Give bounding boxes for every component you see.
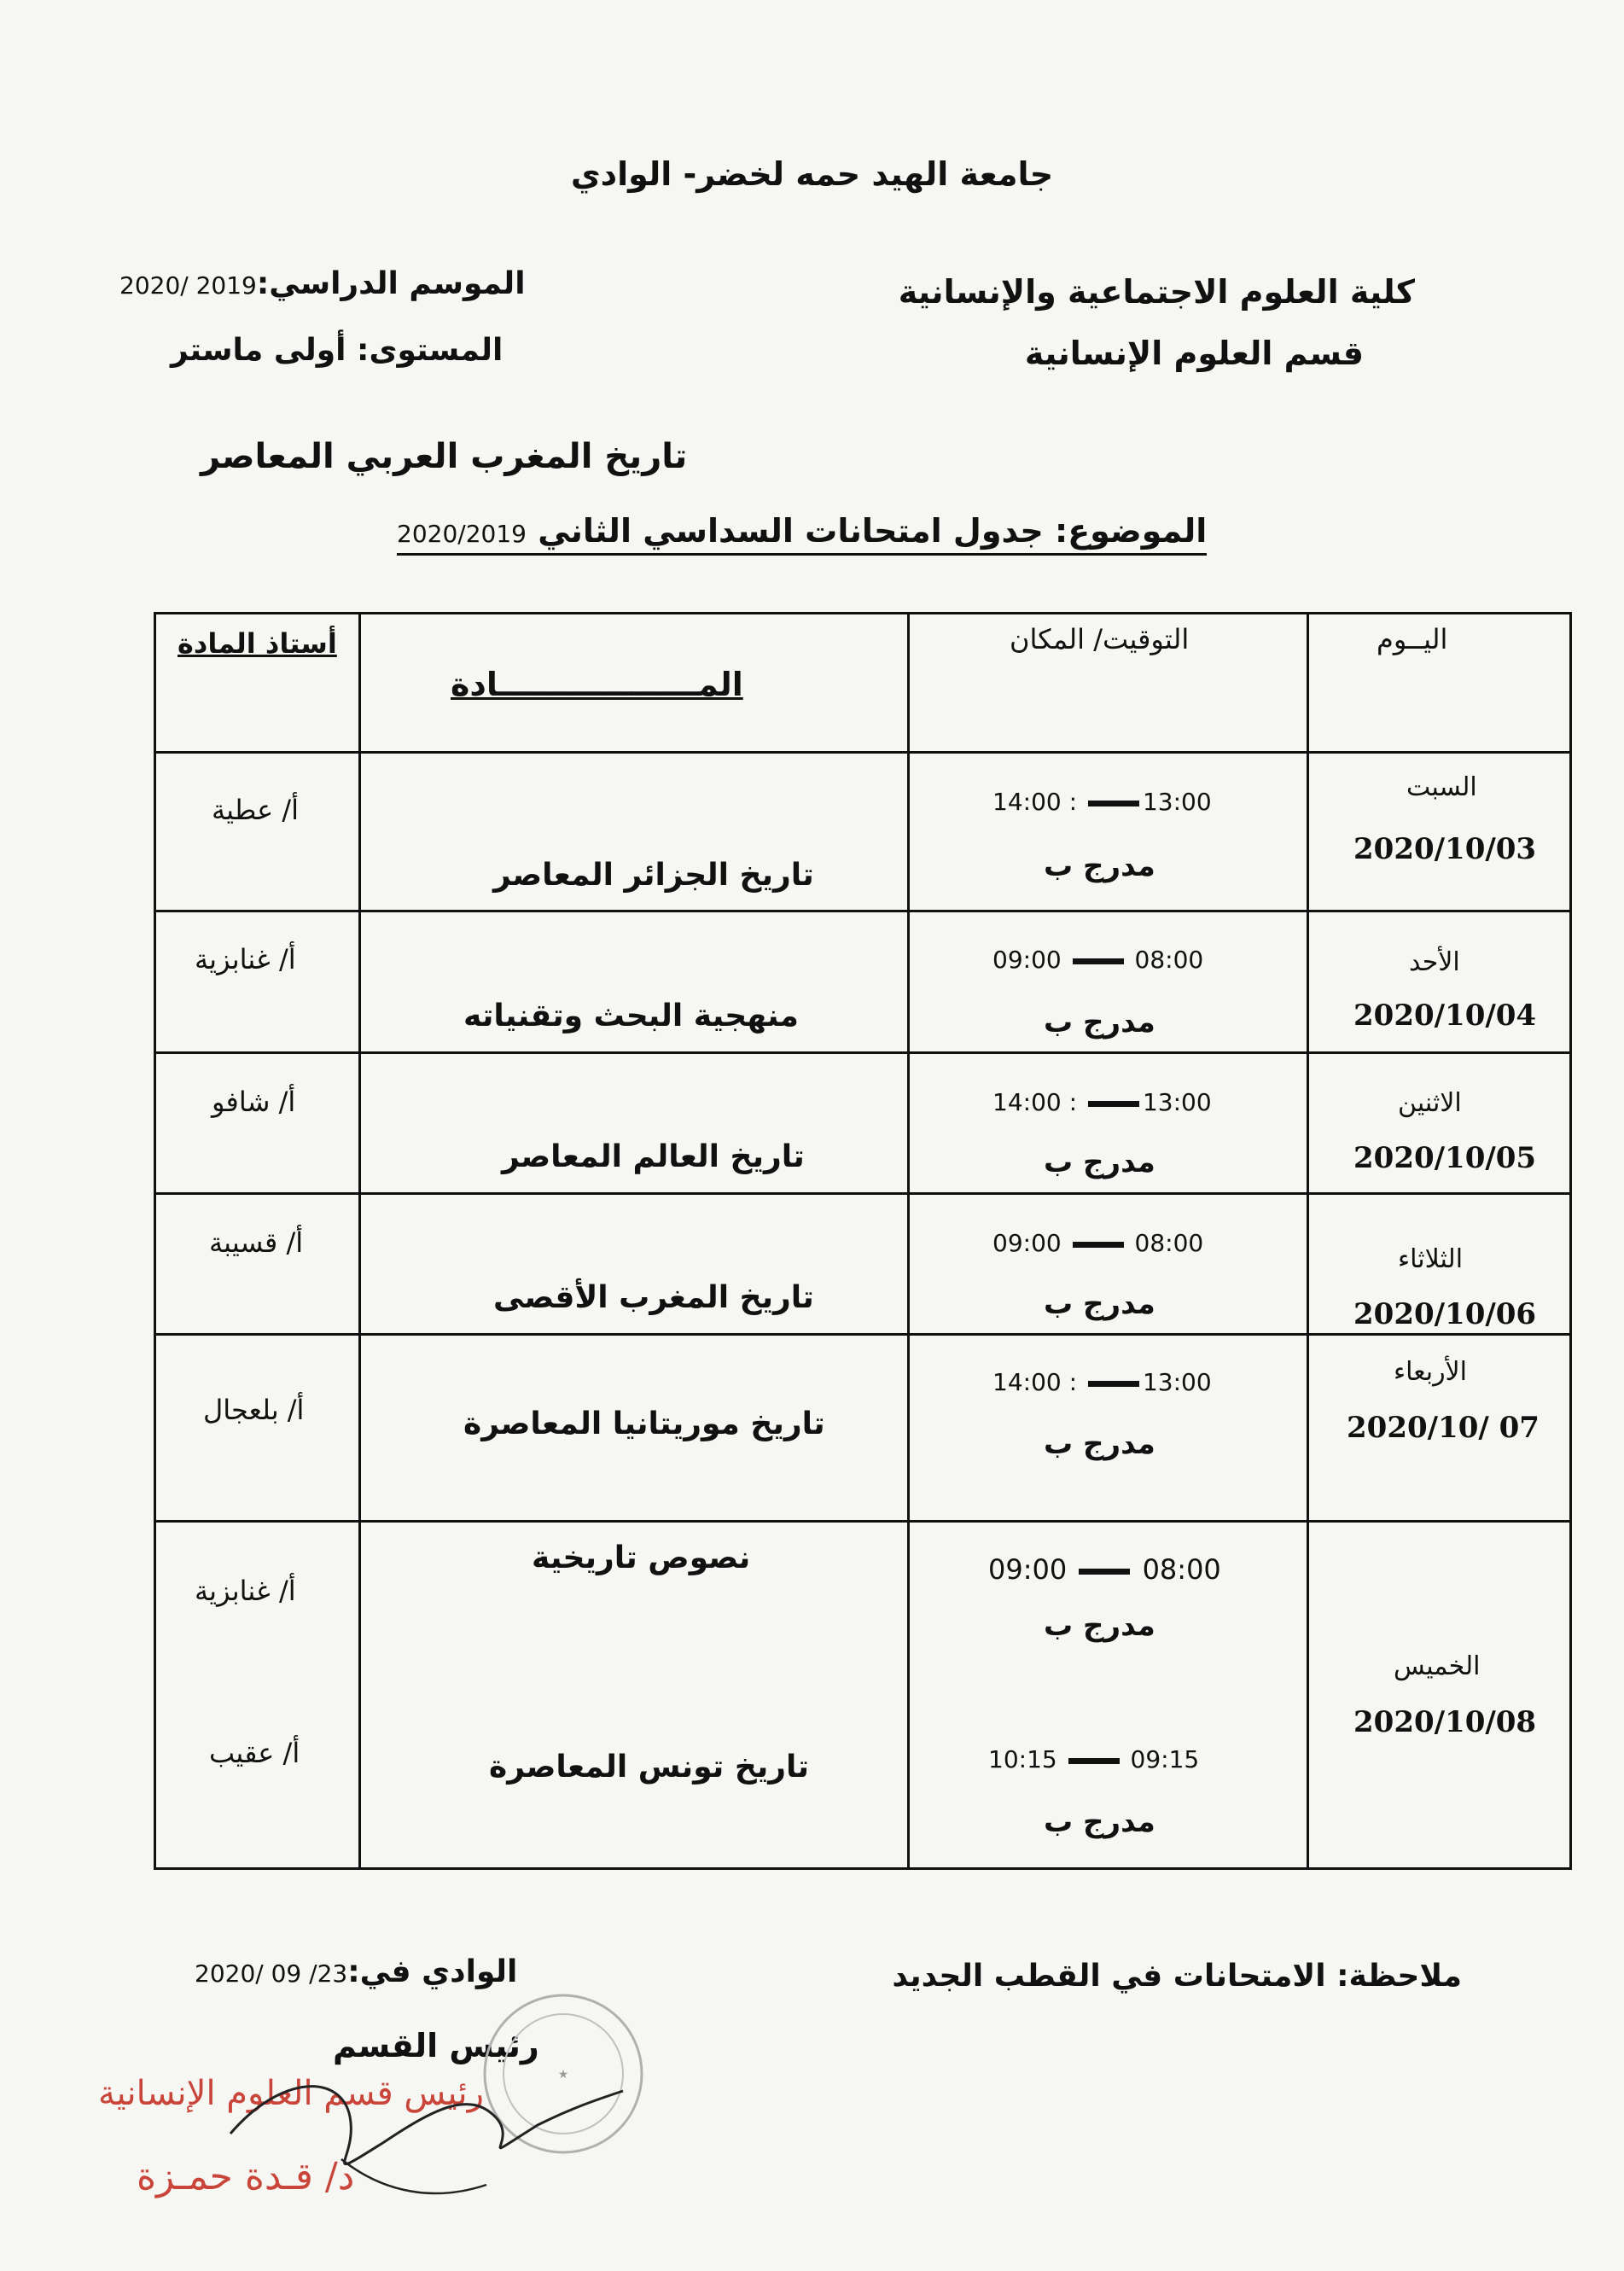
row-time <box>992 1229 1203 1257</box>
dash-icon <box>1088 1101 1139 1107</box>
row-professor: أ/ بلعجال <box>203 1394 305 1426</box>
time-sep: : <box>1068 1088 1078 1116</box>
topic-value: جدول امتحانات السداسي الثاني <box>538 512 1044 550</box>
row-professor: أ/ شافو <box>212 1086 296 1118</box>
university-name: جامعة الهيد حمه لخضر- الوادي <box>570 155 1054 193</box>
row-professor-second: أ/ عقيب <box>209 1737 300 1769</box>
dash-icon <box>1079 1569 1130 1575</box>
row-time <box>992 1368 1212 1396</box>
row-date: 2020/10/04 <box>1353 999 1537 1033</box>
study-level <box>171 333 503 368</box>
time-start: 08:00 <box>1142 1553 1221 1586</box>
exam-schedule-table <box>154 612 1572 1870</box>
season-label: الموسم الدراسي: <box>256 266 526 301</box>
row-divider <box>156 751 1569 754</box>
row-time <box>992 1088 1212 1116</box>
level-value: أولى ماستر <box>171 333 346 368</box>
time-start: 13:00 <box>1142 788 1212 816</box>
time-sep: : <box>1068 788 1078 816</box>
row-place: مدرج ب <box>1044 1005 1155 1039</box>
row-time <box>992 946 1203 974</box>
row-professor: أ/ غنابزية <box>195 1575 296 1607</box>
row-day: الأربعاء <box>1394 1357 1468 1387</box>
row-day: الأحد <box>1409 947 1460 977</box>
row-time <box>992 788 1212 816</box>
column-divider <box>358 614 361 1867</box>
row-place: مدرج ب <box>1044 1427 1155 1461</box>
row-subject: نصوص تاريخية <box>532 1540 751 1575</box>
time-start: 08:00 <box>1134 1229 1204 1257</box>
row-divider <box>156 1333 1569 1336</box>
row-divider <box>156 1051 1569 1054</box>
stamp-title-text: رئيس قسم العلوم الإنسانية <box>98 2074 484 2113</box>
row-day: الثلاثاء <box>1398 1244 1464 1274</box>
row-date: 2020/10/03 <box>1353 832 1537 866</box>
faculty-name: كلية العلوم الاجتماعية والإنسانية <box>898 273 1415 311</box>
note-label: ملاحظة: <box>1336 1959 1462 1994</box>
issue-date: 23/ 09 /2020 <box>195 1959 348 1988</box>
row-subject: منهجية البحث وتقنياته <box>463 999 799 1034</box>
row-place: مدرج ب <box>1044 1609 1155 1643</box>
department-name: قسم العلوم الإنسانية <box>1024 335 1364 372</box>
row-subject-second: تاريخ تونس المعاصرة <box>489 1750 810 1785</box>
row-time-second <box>988 1745 1199 1773</box>
time-end: 10:15 <box>988 1745 1057 1773</box>
dash-icon <box>1073 1242 1124 1248</box>
column-divider <box>907 614 910 1867</box>
place-and-date <box>195 1954 517 1989</box>
row-date: 2020/10/05 <box>1353 1141 1537 1175</box>
row-place: مدرج ب <box>1044 849 1155 883</box>
signer-name-text: د/ قـدة حمـزة <box>137 2155 355 2198</box>
time-start: 13:00 <box>1142 1088 1212 1116</box>
row-subject: تاريخ الجزائر المعاصر <box>493 858 814 893</box>
time-start: 09:15 <box>1130 1745 1200 1773</box>
time-end: 09:00 <box>992 1229 1062 1257</box>
note-value: الامتحانات في القطب الجديد <box>892 1959 1326 1994</box>
row-divider <box>156 1192 1569 1195</box>
row-day: الخميس <box>1394 1651 1481 1681</box>
row-professor: أ/ غنابزية <box>195 943 296 975</box>
row-place: مدرج ب <box>1044 1287 1155 1321</box>
row-date: 2020/10/06 <box>1353 1297 1537 1331</box>
row-professor: أ/ قسيبة <box>209 1226 304 1259</box>
dash-icon <box>1088 801 1139 806</box>
time-end: 14:00 <box>992 1368 1062 1396</box>
department-head-title: رئيس القسم <box>333 2027 539 2064</box>
dash-icon <box>1088 1381 1139 1387</box>
time-start: 08:00 <box>1134 946 1204 974</box>
row-professor: أ/ عطية <box>212 794 299 826</box>
column-divider <box>1307 614 1309 1867</box>
time-end: 09:00 <box>992 946 1062 974</box>
row-date: 2020/10/ 07 <box>1347 1411 1540 1445</box>
place-label: الوادي في: <box>347 1954 518 1989</box>
row-subject: تاريخ موريتانيا المعاصرة <box>463 1406 825 1441</box>
row-subject: تاريخ المغرب الأقصى <box>493 1280 814 1315</box>
academic-season <box>119 266 526 301</box>
row-place: مدرج ب <box>1044 1145 1155 1179</box>
header-time-place: التوقيت/ المكان <box>1010 623 1190 655</box>
row-day: السبت <box>1406 772 1477 802</box>
header-professor: أستاذ المادة <box>178 627 337 660</box>
topic-year: 2020/2019 <box>397 520 527 548</box>
level-label: المستوى: <box>357 333 503 368</box>
exam-note <box>892 1959 1462 1994</box>
row-time <box>988 1553 1221 1586</box>
time-end: 14:00 <box>992 788 1062 816</box>
header-subject: المــــــــــــــــــادة <box>451 666 743 703</box>
row-divider <box>156 910 1569 912</box>
time-end: 14:00 <box>992 1088 1062 1116</box>
row-place-second: مدرج ب <box>1044 1805 1155 1839</box>
dash-icon <box>1068 1758 1120 1764</box>
row-divider <box>156 1520 1569 1523</box>
topic-label: الموضوع: <box>1055 512 1208 550</box>
dash-icon <box>1073 958 1124 964</box>
handwritten-signature-icon <box>213 2040 640 2227</box>
season-value: 2019 /2020 <box>119 271 257 300</box>
svg-text:★: ★ <box>557 2068 569 2082</box>
specialty-title: تاريخ المغرب العربي المعاصر <box>201 437 688 476</box>
time-start: 13:00 <box>1142 1368 1212 1396</box>
row-day: الاثنين <box>1398 1088 1462 1118</box>
time-end: 09:00 <box>988 1553 1068 1586</box>
row-date: 2020/10/08 <box>1353 1705 1537 1739</box>
header-day: اليــوم <box>1377 623 1448 655</box>
row-subject: تاريخ العالم المعاصر <box>502 1139 805 1174</box>
time-sep: : <box>1068 1368 1078 1396</box>
document-topic <box>397 512 1207 556</box>
